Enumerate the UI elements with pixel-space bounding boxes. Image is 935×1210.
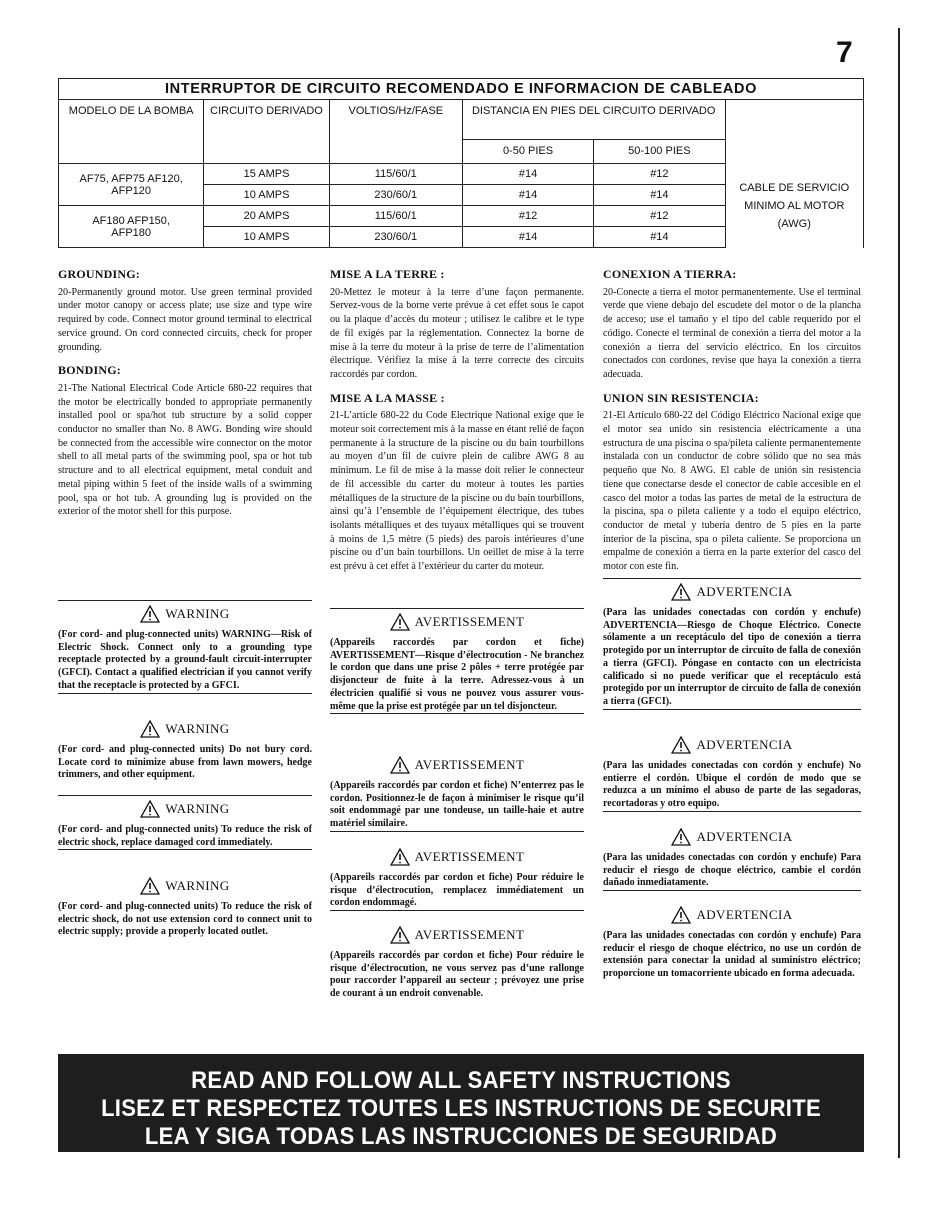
advertencia-box — [603, 732, 861, 812]
warning-triangle-icon — [671, 906, 691, 924]
section-french — [330, 268, 584, 574]
grounding-text: 20-Permanently ground motor. Use green terminal provided under motor canopy or access plate; use size and type wire required by code. Connect motor ground terminal to electrical service ground. On cord connected circuits, check for proper grounding. — [58, 286, 312, 353]
warning-box — [58, 716, 312, 782]
advertencia-text: (Para las unidades conectadas con cordón y enchufe) No entierre el cordón. Ubique el cordón de modo que se reduzca a un mínimo el abuso de parte de las segadoras, recortadoras y otro equipo. — [603, 760, 861, 810]
avertissement-title: AVERTISSEMENT — [414, 848, 525, 864]
banner-line-spanish: LEA Y SIGA TODAS LAS INSTRUCCIONES DE SEGURIDAD — [144, 1123, 778, 1150]
avertissement-title: AVERTISSEMENT — [414, 756, 525, 772]
avertissement-box — [330, 844, 584, 911]
banner-line-english: READ AND FOLLOW ALL SAFETY INSTRUCTIONS — [191, 1067, 731, 1094]
header-range2: 50-100 PIES — [594, 139, 725, 163]
avertissement-box — [330, 608, 584, 714]
warning-box — [58, 795, 312, 850]
warning-text: (For cord- and plug-connected units) WARNING—Risk of Electric Shock. Connect only to a grounding type receptacle protected by a ground-fault circuit-interrupter (GFCI). Contact a qualified electrician if you cannot verify that the receptacle is protected by a GFCI. — [58, 629, 312, 691]
voltage-cell: 115/60/1 — [329, 164, 462, 185]
warning-triangle-icon — [390, 756, 410, 774]
warning-title: WARNING — [165, 605, 230, 621]
distance-cell: #12 — [594, 164, 725, 185]
union-sin-resistencia-text: 21-El Artículo 680-22 del Código Eléctrico Nacional exige que el motor sea unido sin resistencia eléctricamente a una estructura de una piscina o spa/pileta caliente permanentemente instalada con un conductor de cobre sólido que no sea más pequeño que No. 8 AWG. El cable de unión sin resistencia tiene que conectarse desde el conector de cable accesible en el casco del motor a todas las partes de metal de la estructura de la piscina, spa o pileta caliente y a todo el equipo eléctrico, conductor de metal y tubería dentro de 5 pies en la parte interior de la piscina, spa o pileta caliente. Se proporciona un empalme de conexión a tierra en la parte exterior del casco del motor con este fin. — [603, 410, 861, 573]
header-circuit: CIRCUITO DERIVADO — [204, 100, 329, 164]
avertissement-title: AVERTISSEMENT — [414, 613, 525, 629]
circuit-cell: 20 AMPS — [204, 206, 329, 227]
header-model: MODELO DE LA BOMBA — [59, 100, 204, 164]
distance-cell: #12 — [462, 206, 593, 227]
table-title: INTERRUPTOR DE CIRCUITO RECOMENDADO E INFORMACION DE CABLEADO — [59, 79, 864, 100]
distance-cell: #14 — [594, 227, 725, 248]
warning-triangle-icon — [140, 800, 160, 818]
bonding-text: 21-The National Electrical Code Article 680-22 requires that the motor be electrically bonded to appropriate permanently installed pool or spa/hot tub structure by a solid copper conductor no smaller than No. 8 AWG. Bonding wire should be connected from the accessible wire connector on the motor shell to all metal parts of the swimming pool, spa or hot tub structure and to all electrical equipment, metal conduit and metal piping within 5 feet of the inside walls of a swimming pool, spa or hot tub. A grounding lug is provided on the exterior of the motor shell for this purpose. — [58, 382, 312, 518]
advertencia-box — [603, 824, 861, 891]
avertissement-box — [330, 752, 584, 832]
distance-cell: #14 — [462, 227, 593, 248]
heading-bonding: BONDING: — [58, 363, 121, 378]
heading-mise-a-la-terre: MISE A LA TERRE : — [330, 267, 445, 281]
advertencia-text: (Para las unidades conectadas con cordón y enchufe) ADVERTENCIA—Riesgo de Choque Eléctrico. Conecte sólamente a un receptáculo del tipo de conexión a tierra protegido por un interruptor de circuito de falla de conexión a tierra (GFCI). Póngase en contacto con un electricista calificado si no puede verificar que el receptáculo está protegido por un interruptor de circuito de falla de conexión a tierra (GFCI). — [603, 607, 861, 707]
warning-title: WARNING — [165, 877, 230, 893]
warning-triangle-icon — [671, 828, 691, 846]
warning-triangle-icon — [390, 848, 410, 866]
page-number: 7 — [836, 36, 853, 69]
advertencia-text: (Para las unidades conectadas con cordón y enchufe) Para reducir el riesgo de choque eléctrico, cambie el cordón dañado inmediatamente. — [603, 852, 861, 889]
section-english — [58, 268, 312, 519]
mise-a-la-masse-text: 21-L’article 680-22 du Code Electrique National exige que le moteur soit correctement mis à la masse en étant relié de façon permanente à la structure de la piscine ou du bain tourbillons au moyen d’un fil de cuivre plein de calibre AWG 8 au minimum. Le fil de mise à la masse doit relier le connecteur de fil accessible du carter du moteur à toutes les parties métalliques de la structure de la piscine ou du bain tourbillons, ainsi qu’à l’ensemble de l’équipement électrique, des tubes isolants métalliques et des tuyaux métalliques qui se trouvent à moins de 1,5 mètre (5 pieds) des parois intérieures d’une piscine ou d’un bain tourbillons. Un oeillet de mise à la terre est prévu à cet effet à l’extérieur du carter du moteur. — [330, 410, 584, 573]
conexion-a-tierra-text: 20-Conecte a tierra el motor permanentemente. Use el terminal verde que viene debajo del escudete del motor o de la plancha de acceso; use el tamaño y el tipo del cable requerido por el código. Conecte el terminal de conexión a tierra del motor a la conexión a tierra del servicio eléctrico. En los circuitos conectados con cordones, revise que haya la conexión a tierra adecuada. — [603, 286, 861, 380]
cable-cell — [725, 164, 863, 248]
cable-line: CABLE DE SERVICIO — [739, 181, 850, 194]
voltage-cell: 230/60/1 — [329, 185, 462, 206]
cable-line: (AWG) — [777, 217, 811, 230]
advertencia-box — [603, 902, 861, 981]
avertissement-title: AVERTISSEMENT — [414, 926, 525, 942]
model-cell: AF75, AFP75 AF120, AFP120 — [59, 164, 204, 206]
warning-text: (For cord- and plug-connected units) To reduce the risk of electric shock, replace damaged cord immediately. — [58, 824, 312, 848]
voltage-cell: 230/60/1 — [329, 227, 462, 248]
heading-mise-a-la-masse: MISE A LA MASSE : — [330, 390, 445, 405]
avertissement-text: (Appareils raccordés par cordon et fiche) Pour réduire le risque d’électrocution, remplacez immédiatement un cordon endommagé. — [330, 872, 584, 909]
warning-box — [58, 873, 312, 939]
avertissement-text: (Appareils raccordés par cordon et fiche) N’enterrez pas le cordon. Positionnez-le de façon à minimiser le risque qu’il soit endommagé par une tondeuse, un taille-haie et autre matériel similaire. — [330, 780, 584, 830]
right-margin-line — [898, 28, 900, 1158]
section-spanish — [603, 268, 861, 574]
warning-triangle-icon — [390, 926, 410, 944]
warning-text: (For cord- and plug-connected units) Do not bury cord. Locate cord to minimize abuse from lawn mowers, hedge trimmers, and other equipment. — [58, 744, 312, 781]
safety-banner — [58, 1054, 864, 1152]
advertencia-text: (Para las unidades conectadas con cordón y enchufe) Para reducir el riesgo de choque eléctrico, no use un cordón de extensión para conectar la unidad al suministro eléctrico; proporcione un tomacorriente ubicado en forma adecuada. — [603, 930, 861, 980]
table-row — [59, 164, 864, 185]
warning-triangle-icon — [140, 877, 160, 895]
banner-line-french: LISEZ ET RESPECTEZ TOUTES LES INSTRUCTIONS DE SECURITE — [101, 1095, 821, 1122]
voltage-cell: 115/60/1 — [329, 206, 462, 227]
mise-a-la-terre-text: 20-Mettez le moteur à la terre d’une façon permanente. Servez-vous de la borne verte prévue à cet effet sous le capot ou la plaque d’accès du moteur ; utilisez le calibre et le type de fil exigés par la réglementation. Connectez la borne de mise à la terre du moteur à la prise de terre de l’alimentation électrique. Vérifiez la mise à la terre correcte des circuits raccordés par cordon. — [330, 286, 584, 380]
circuit-cell: 15 AMPS — [204, 164, 329, 185]
circuit-cell: 10 AMPS — [204, 227, 329, 248]
advertencia-box — [603, 578, 861, 710]
advertencia-title: ADVERTENCIA — [696, 583, 793, 599]
header-voltage: VOLTIOS/Hz/FASE — [329, 100, 462, 164]
warning-triangle-icon — [140, 605, 160, 623]
avertissement-box — [330, 922, 584, 1001]
distance-cell: #14 — [594, 185, 725, 206]
warning-box — [58, 600, 312, 694]
wiring-table — [58, 78, 864, 248]
distance-cell: #14 — [462, 185, 593, 206]
cable-line: MINIMO AL MOTOR — [744, 199, 845, 212]
heading-union-sin-resistencia: UNION SIN RESISTENCIA: — [603, 390, 759, 405]
distance-cell: #12 — [594, 206, 725, 227]
advertencia-title: ADVERTENCIA — [696, 828, 793, 844]
model-cell: AF180 AFP150, AFP180 — [59, 206, 204, 248]
header-blank — [725, 100, 863, 164]
avertissement-text: (Appareils raccordés par cordon et fiche) Pour réduire le risque d’électrocution, ne vous servez pas d’une rallonge pour raccorder l’appareil au secteur ; prévoyez une prise de courant à un endroit convenable. — [330, 950, 584, 1000]
warning-triangle-icon — [671, 583, 691, 601]
distance-cell: #14 — [462, 164, 593, 185]
warning-title: WARNING — [165, 800, 230, 816]
avertissement-text: (Appareils raccordés par cordon et fiche) AVERTISSEMENT—Risque d’électrocution - Ne branchez le cordon que dans une prise 2 pôles + terre protégée par disjoncteur de fuite à la terre. Adressez-vous à un électricien qualifié si vous ne pouvez vous assurer vous-même que la prise est protégée par un tel disjoncteur. — [330, 637, 584, 712]
warning-text: (For cord- and plug-connected units) To reduce the risk of electric shock, do not use extension cord to connect unit to electric supply; provide a properly located outlet. — [58, 901, 312, 938]
warning-triangle-icon — [140, 720, 160, 738]
advertencia-title: ADVERTENCIA — [696, 906, 793, 922]
heading-grounding: GROUNDING: — [58, 267, 140, 281]
header-range1: 0-50 PIES — [462, 139, 593, 163]
warning-triangle-icon — [671, 736, 691, 754]
heading-conexion-a-tierra: CONEXION A TIERRA: — [603, 267, 737, 281]
circuit-cell: 10 AMPS — [204, 185, 329, 206]
advertencia-title: ADVERTENCIA — [696, 736, 793, 752]
warning-title: WARNING — [165, 720, 230, 736]
header-distance: DISTANCIA EN PIES DEL CIRCUITO DERIVADO — [462, 100, 725, 140]
warning-triangle-icon — [390, 613, 410, 631]
